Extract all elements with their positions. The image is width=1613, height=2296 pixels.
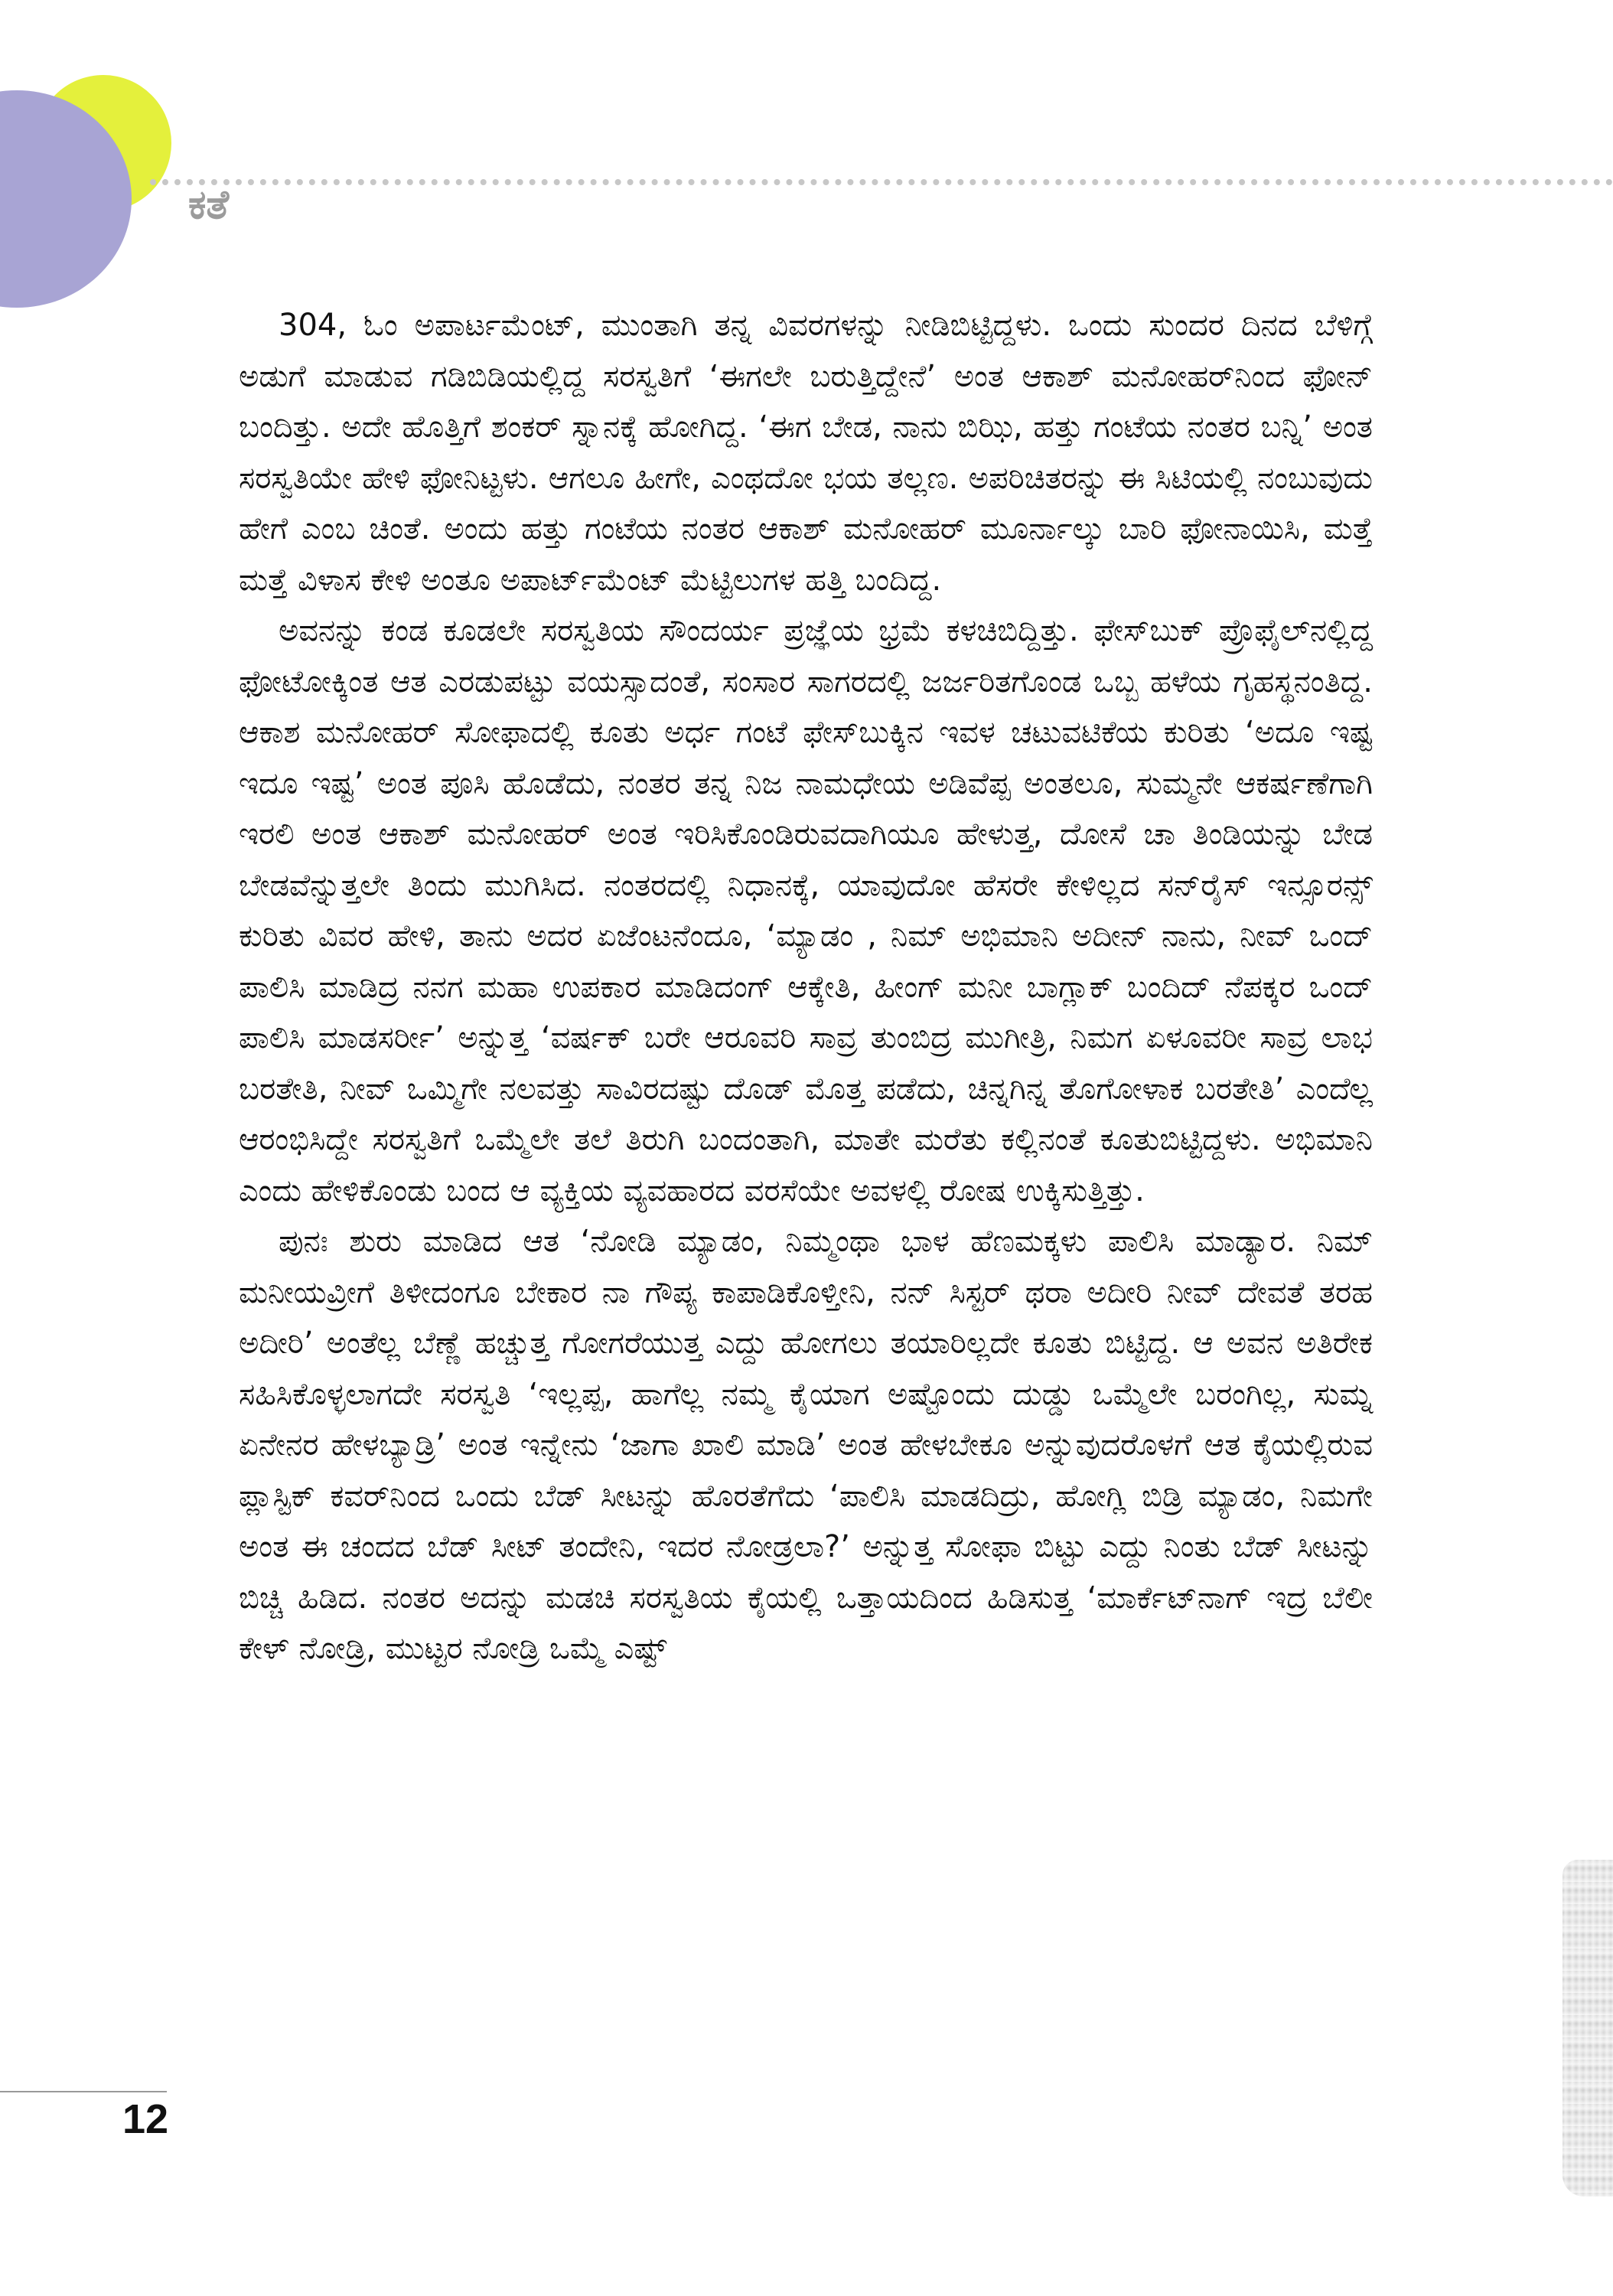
page-number: 12 bbox=[122, 2096, 169, 2142]
paragraph-3: ಪುನಃ ಶುರು ಮಾಡಿದ ಆತ ‘ನೋಡಿ ಮ್ಯಾಡಂ, ನಿಮ್ಮಂಥಾ ಭಾಳ ಹೆಣಮಕ್ಕಳು ಪಾಲಿಸಿ ಮಾಡ್ಯಾರ. ನಿಮ್ ಮನೀಯವ್ರೀಗೆ ತಿಳೀದಂಗೂ ಬೇಕಾರ ನಾ ಗೌಪ್ಯ ಕಾಪಾಡಿಕೊಳ್ತೀನಿ, ನನ್ ಸಿಸ್ಟರ್ ಥರಾ ಅದೀರಿ ನೀವ್ ದೇವತೆ ತರಹ ಅದೀರಿ’ ಅಂತೆಲ್ಲ ಬೆಣ್ಣೆ ಹಚ್ಚುತ್ತ ಗೋಗರೆಯುತ್ತ ಎದ್ದು ಹೋಗಲು ತಯಾರಿಲ್ಲದೇ ಕೂತು ಬಿಟ್ಟಿದ್ದ. ಆ ಅವನ ಅತಿರೇಕ ಸಹಿಸಿಕೊಳ್ಳಲಾಗದೇ ಸರಸ್ವತಿ ‘ಇಲ್ಲಪ್ಪ, ಹಾಗೆಲ್ಲ ನಮ್ಮ ಕೈಯಾಗ ಅಷ್ಟೊಂದು ದುಡ್ಡು ಒಮ್ಮೆಲೇ ಬರಂಗಿಲ್ಲ, ಸುಮ್ನ ಏನೇನರ ಹೇಳಬ್ಯಾಡ್ರಿ’ ಅಂತ ಇನ್ನೇನು ‘ಜಾಗಾ ಖಾಲಿ ಮಾಡಿ’ ಅಂತ ಹೇಳಬೇಕೂ ಅನ್ನುವುದರೊಳಗೆ ಆತ ಕೈಯಲ್ಲಿರುವ ಪ್ಲಾಸ್ಟಿಕ್ ಕವರ್‌ನಿಂದ ಒಂದು ಬೆಡ್ ಸೀಟನ್ನು ಹೊರತೆಗೆದು ‘ಪಾಲಿಸಿ ಮಾಡದಿದ್ರು, ಹೋಗ್ಲಿ ಬಿಡ್ರಿ ಮ್ಯಾಡಂ, ನಿಮಗೇ ಅಂತ ಈ ಚಂದದ ಬೆಡ್ ಸೀಟ್ ತಂದೇನಿ, ಇದರ ನೋಡ್ರಲಾ?’ ಅನ್ನುತ್ತ ಸೋಫಾ ಬಿಟ್ಟು ಎದ್ದು ನಿಂತು ಬೆಡ್ ಸೀಟನ್ನು ಬಿಚ್ಚಿ ಹಿಡಿದ. ನಂತರ ಅದನ್ನು ಮಡಚಿ ಸರಸ್ವತಿಯ ಕೈಯಲ್ಲಿ ಒತ್ತಾಯದಿಂದ ಹಿಡಿಸುತ್ತ ‘ಮಾರ್ಕೆಟ್‌ನಾಗ್ ಇದ್ರ ಬೆಲೀ ಕೇಳ್ ನೋಡ್ರಿ, ಮುಟ್ಟರ ನೋಡ್ರಿ ಒಮ್ಮೆ ಎಷ್ಟ್ bbox=[239, 1224, 1373, 1666]
page-edge-texture bbox=[1562, 1860, 1613, 2197]
paragraph-2: ಅವನನ್ನು ಕಂಡ ಕೂಡಲೇ ಸರಸ್ವತಿಯ ಸೌಂದರ್ಯ ಪ್ರಜ್ಞೆಯ ಭ್ರಮೆ ಕಳಚಿಬಿದ್ದಿತ್ತು. ಫೇಸ್‌ಬುಕ್ ಪ್ರೊಫೈಲ್‌ನಲ್ಲಿದ್ದ ಫೋಟೋಕ್ಕಿಂತ ಆತ ಎರಡುಪಟ್ಟು ವಯಸ್ಸಾದಂತೆ, ಸಂಸಾರ ಸಾಗರದಲ್ಲಿ ಜರ್ಜರಿತಗೊಂಡ ಒಬ್ಬ ಹಳೆಯ ಗೃಹಸ್ಥನಂತಿದ್ದ. ಆಕಾಶ ಮನೋಹರ್ ಸೋಫಾದಲ್ಲಿ ಕೂತು ಅರ್ಧ ಗಂಟೆ ಫೇಸ್‌ಬುಕ್ಕಿನ ಇವಳ ಚಟುವಟಿಕೆಯ ಕುರಿತು ‘ಅದೂ ಇಷ್ಟ ಇದೂ ಇಷ್ಟ’ ಅಂತ ಪೂಸಿ ಹೊಡೆದು, ನಂತರ ತನ್ನ ನಿಜ ನಾಮಧೇಯ ಅಡಿವೆಪ್ಪ ಅಂತಲೂ, ಸುಮ್ಮನೇ ಆಕರ್ಷಣೆಗಾಗಿ ಇರಲಿ ಅಂತ ಆಕಾಶ್ ಮನೋಹರ್ ಅಂತ ಇರಿಸಿಕೊಂಡಿರುವದಾಗಿಯೂ ಹೇಳುತ್ತ, ದೋಸೆ ಚಾ ತಿಂಡಿಯನ್ನು ಬೇಡ ಬೇಡವೆನ್ನುತ್ತಲೇ ತಿಂದು ಮುಗಿಸಿದ. ನಂತರದಲ್ಲಿ ನಿಧಾನಕ್ಕೆ, ಯಾವುದೋ ಹೆಸರೇ ಕೇಳಿಲ್ಲದ ಸನ್‌ರೈಸ್ ಇನ್ಸೂರನ್ಸ್ ಕುರಿತು ವಿವರ ಹೇಳಿ, ತಾನು ಅದರ ಏಜೆಂಟನೆಂದೂ, ‘ಮ್ಯಾಡಂ , ನಿಮ್ ಅಭಿಮಾನಿ ಅದೀನ್ ನಾನು, ನೀವ್ ಒಂದ್ ಪಾಲಿಸಿ ಮಾಡಿದ್ರ ನನಗ ಮಹಾ ಉಪಕಾರ ಮಾಡಿದಂಗ್ ಆಕ್ಕೇತಿ, ಹೀಂಗ್ ಮನೀ ಬಾಗ್ಲಾಕ್ ಬಂದಿದ್ ನೆಪಕ್ಕರ ಒಂದ್ ಪಾಲಿಸಿ ಮಾಡಸರ್ರೀ’ ಅನ್ನುತ್ತ ‘ವರ್ಷಕ್ ಬರೇ ಆರೂವರಿ ಸಾವ್ರ ತುಂಬಿದ್ರ ಮುಗೀತ್ರಿ, ನಿಮಗ ಏಳೂವರೀ ಸಾವ್ರ ಲಾಭ ಬರತೇತಿ, ನೀವ್ ಒಮ್ಮಿಗೇ ನಲವತ್ತು ಸಾವಿರದಷ್ಟು ದೊಡ್ ಮೊತ್ತ ಪಡೆದು, ಚಿನ್ನಗಿನ್ನ ತೊಗೋಳಾಕ ಬರತೇತಿ’ ಎಂದೆಲ್ಲ ಆರಂಭಿಸಿದ್ದೇ ಸರಸ್ವತಿಗೆ ಒಮ್ಮೆಲೇ ತಲೆ ತಿರುಗಿ ಬಂದಂತಾಗಿ, ಮಾತೇ ಮರೆತು ಕಲ್ಲಿನಂತೆ ಕೂತುಬಿಟ್ಟಿದ್ದಳು. ಅಭಿಮಾನಿ ಎಂದು ಹೇಳಿಕೊಂಡು ಬಂದ ಆ ವ್ಯಕ್ತಿಯ ವ್ಯವಹಾರದ ವರಸೆಯೇ ಅವಳಲ್ಲಿ ರೋಷ ಉಕ್ಕಿಸುತ್ತಿತ್ತು. bbox=[239, 613, 1373, 1208]
story-body bbox=[239, 300, 1373, 1675]
section-label: ಕತೆ bbox=[188, 182, 230, 228]
footer-divider bbox=[0, 2091, 167, 2092]
header-dotted-divider bbox=[150, 179, 1613, 185]
paragraph-1: 304, ಓಂ ಅಪಾರ್ಟಮೆಂಟ್, ಮುಂತಾಗಿ ತನ್ನ ವಿವರಗಳನ್ನು ನೀಡಿಬಿಟ್ಟಿದ್ದಳು. ಒಂದು ಸುಂದರ ದಿನದ ಬೆಳಿಗ್ಗೆ ಅಡುಗೆ ಮಾಡುವ ಗಡಿಬಿಡಿಯಲ್ಲಿದ್ದ ಸರಸ್ವತಿಗೆ ‘ಈಗಲೇ ಬರುತ್ತಿದ್ದೇನೆ’ ಅಂತ ಆಕಾಶ್ ಮನೋಹರ್‌ನಿಂದ ಫೋನ್ ಬಂದಿತ್ತು. ಅದೇ ಹೊತ್ತಿಗೆ ಶಂಕರ್ ಸ್ನಾನಕ್ಕೆ ಹೋಗಿದ್ದ. ‘ಈಗ ಬೇಡ, ನಾನು ಬಿಝಿ, ಹತ್ತು ಗಂಟೆಯ ನಂತರ ಬನ್ನಿ’ ಅಂತ ಸರಸ್ವತಿಯೇ ಹೇಳಿ ಫೋನಿಟ್ಟಳು. ಆಗಲೂ ಹೀಗೇ, ಎಂಥದೋ ಭಯ ತಲ್ಲಣ. ಅಪರಿಚಿತರನ್ನು ಈ ಸಿಟಿಯಲ್ಲಿ ನಂಬುವುದು ಹೇಗೆ ಎಂಬ ಚಿಂತೆ. ಅಂದು ಹತ್ತು ಗಂಟೆಯ ನಂತರ ಆಕಾಶ್ ಮನೋಹರ್ ಮೂರ್ನಾಲ್ಕು ಬಾರಿ ಫೋನಾಯಿಸಿ, ಮತ್ತೆ ಮತ್ತೆ ವಿಳಾಸ ಕೇಳಿ ಅಂತೂ ಅಪಾರ್ಟ್‌ಮೆಂಟ್ ಮೆಟ್ಟಿಲುಗಳ ಹತ್ತಿ ಬಂದಿದ್ದ. bbox=[239, 308, 1373, 598]
